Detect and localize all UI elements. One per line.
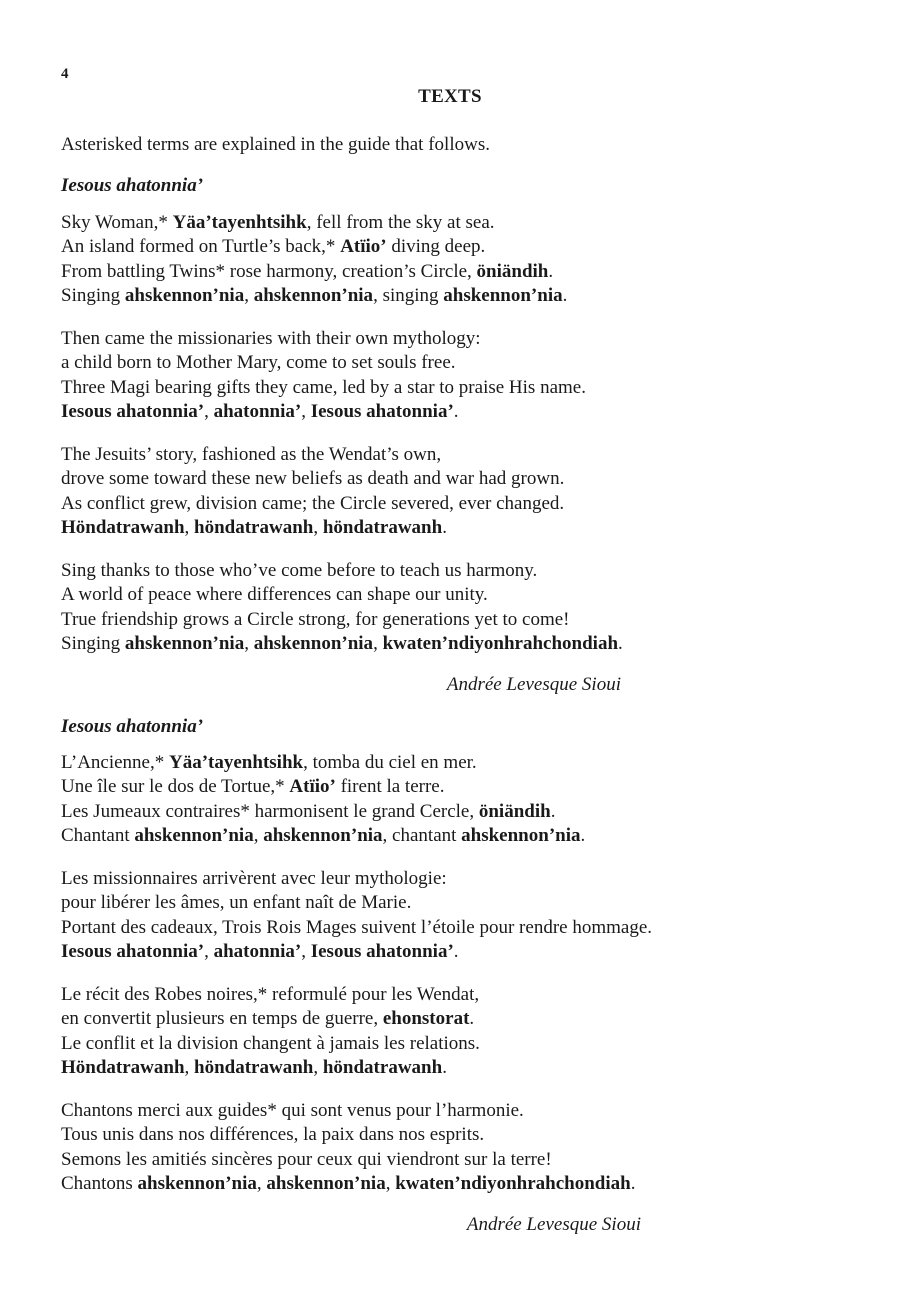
verse-text: , [253, 824, 264, 846]
wendat-term: höndatrawanh [322, 516, 443, 538]
verse-line [61, 867, 652, 891]
verse-line [61, 1123, 635, 1147]
verse-text: a child born to Mother Mary, come to set souls free. [61, 352, 456, 374]
verse-text: , [313, 1056, 323, 1078]
verse-text: , [256, 1172, 267, 1194]
verse-text: Tous unis dans nos différences, la paix dans nos esprits. [61, 1124, 485, 1146]
wendat-term: Höndatrawanh [61, 516, 185, 538]
verse-line [61, 327, 586, 351]
wendat-term: kwaten’ndiyonhrahchondiah [395, 1172, 631, 1194]
wendat-term: ahskennon’nia [443, 284, 563, 306]
verse-line [61, 400, 586, 424]
verse-text: . [562, 284, 568, 306]
verse-text: . [630, 1172, 636, 1194]
wendat-term: ahskennon’nia [124, 632, 245, 654]
wendat-term: Iesous ahatonnia’ [61, 400, 205, 422]
verse-text: . [618, 632, 623, 654]
english-stanza-4 [61, 559, 623, 656]
verse-text: Sky Woman,* [61, 212, 173, 233]
wendat-term: ahatonnia’ [213, 400, 302, 422]
verse-text: , [244, 632, 254, 654]
verse-line [61, 284, 567, 308]
verse-line [61, 940, 652, 964]
verse-text: The Jesuits’ story, fashioned as the Wendat’s own, [61, 444, 442, 465]
verse-text: Singing [61, 632, 125, 654]
wendat-term: Iesous ahatonnia’ [310, 940, 454, 962]
page-heading: TEXTS [418, 86, 482, 107]
verse-text: , tomba du ciel en mer. [303, 752, 477, 773]
wendat-term: Yäa’tayenhtsihk [172, 212, 307, 233]
wendat-term: ahskennon’nia [263, 824, 383, 846]
verse-text: Les Jumeaux contraires* harmonisent le grand Cercle, [61, 800, 479, 822]
verse-text: pour libérer les âmes, un enfant naît de Marie. [61, 892, 412, 914]
verse-text: Three Magi bearing gifts they came, led by a star to praise His name. [61, 376, 586, 398]
french-signature: Andrée Levesque Sioui [466, 1214, 641, 1235]
wendat-term: Höndatrawanh [61, 1056, 185, 1078]
english-stanza-3 [61, 443, 564, 540]
verse-text: . [580, 824, 586, 846]
verse-line [61, 1172, 635, 1196]
verse-line [61, 376, 586, 400]
verse-text: Les missionnaires arrivèrent avec leur mythologie: [61, 868, 447, 889]
verse-text: diving deep. [386, 236, 486, 258]
wendat-term: ahskennon’nia [137, 1172, 257, 1194]
verse-text: , [313, 516, 323, 538]
verse-text: True friendship grows a Circle strong, for generations yet to come! [61, 608, 570, 630]
french-song-title: Iesous ahatonnia’ [61, 716, 204, 737]
verse-text: , [385, 1172, 396, 1194]
verse-line [61, 1099, 635, 1123]
verse-text: , singing [373, 284, 444, 306]
wendat-term: höndatrawanh [194, 516, 314, 538]
verse-text: Chantant [61, 824, 135, 846]
wendat-term: ahskennon’nia [134, 824, 254, 846]
wendat-term: öniändih [476, 260, 549, 282]
wendat-term: ahskennon’nia [266, 1172, 386, 1194]
verse-text: , [301, 940, 311, 962]
english-stanza-1 [61, 211, 567, 308]
verse-line [61, 1056, 480, 1080]
verse-line [61, 351, 586, 375]
verse-text: L’Ancienne,* [61, 752, 169, 773]
verse-line [61, 800, 585, 824]
verse-text: , [204, 400, 214, 422]
verse-text: Le récit des Robes noires,* reformulé pour les Wendat, [61, 984, 480, 1005]
english-song-title: Iesous ahatonnia’ [61, 175, 204, 196]
verse-text: en convertit plusieurs en temps de guerre, [61, 1008, 383, 1030]
verse-text: , [184, 516, 195, 538]
verse-line [61, 516, 564, 540]
verse-text: From battling Twins* rose harmony, creation’s Circle, [61, 260, 477, 282]
wendat-term: höndatrawanh [194, 1056, 314, 1078]
verse-text: . [548, 260, 554, 282]
verse-text: firent la terre. [335, 776, 445, 798]
verse-line [61, 211, 567, 235]
verse-line [61, 891, 652, 915]
verse-text: , [184, 1056, 195, 1078]
verse-text: Sing thanks to those who’ve come before to teach us harmony. [61, 560, 538, 581]
verse-text: , [204, 940, 214, 962]
verse-text: A world of peace where differences can shape our unity. [61, 584, 488, 606]
verse-text: . [453, 940, 459, 962]
verse-line [61, 824, 585, 848]
wendat-term: Iesous ahatonnia’ [61, 940, 205, 962]
verse-text: Le conflit et la division changent à jamais les relations. [61, 1032, 480, 1054]
wendat-term: Atïio’ [340, 236, 387, 258]
verse-line [61, 983, 480, 1007]
verse-line [61, 559, 623, 583]
verse-line [61, 492, 564, 516]
verse-line [61, 775, 585, 799]
verse-text: An island formed on Turtle’s back,* [61, 236, 341, 258]
french-stanza-4 [61, 1099, 635, 1196]
english-signature: Andrée Levesque Sioui [446, 674, 621, 695]
wendat-term: ahskennon’nia [253, 632, 374, 654]
verse-text: , [301, 400, 311, 422]
verse-text: Chantons merci aux guides* qui sont venus pour l’harmonie. [61, 1100, 524, 1121]
verse-line [61, 751, 585, 775]
verse-text: Portant des cadeaux, Trois Rois Mages suivent l’étoile pour rendre hommage. [61, 916, 653, 938]
french-stanza-2 [61, 867, 652, 964]
wendat-term: Yäa’tayenhtsihk [169, 752, 304, 773]
wendat-term: ahatonnia’ [213, 940, 302, 962]
verse-text: . [453, 400, 459, 422]
verse-line [61, 443, 564, 467]
verse-text: . [442, 516, 447, 538]
verse-text: Then came the missionaries with their own mythology: [61, 328, 481, 349]
verse-line [61, 608, 623, 632]
page-number: 4 [61, 66, 69, 82]
verse-text: drove some toward these new beliefs as death and war had grown. [61, 468, 565, 490]
wendat-term: Iesous ahatonnia’ [310, 400, 454, 422]
wendat-term: ahskennon’nia [461, 824, 581, 846]
verse-line [61, 1007, 480, 1031]
verse-text: , fell from the sky at sea. [306, 212, 495, 233]
verse-line [61, 467, 564, 491]
verse-line [61, 916, 652, 940]
verse-line [61, 632, 623, 656]
wendat-term: ahskennon’nia [124, 284, 245, 306]
verse-line [61, 1148, 635, 1172]
wendat-term: kwaten’ndiyonhrahchondiah [382, 632, 619, 654]
verse-line [61, 235, 567, 259]
verse-text: . [442, 1056, 447, 1078]
verse-text: , [244, 284, 254, 306]
verse-text: Chantons [61, 1172, 138, 1194]
wendat-term: ahskennon’nia [253, 284, 374, 306]
verse-text: . [550, 800, 556, 822]
english-stanza-2 [61, 327, 586, 424]
verse-line [61, 260, 567, 284]
french-stanza-1 [61, 751, 585, 848]
verse-text: , chantant [382, 824, 462, 846]
french-stanza-3 [61, 983, 480, 1080]
wendat-term: höndatrawanh [322, 1056, 443, 1078]
verse-text: Semons les amitiés sincères pour ceux qui viendront sur la terre! [61, 1148, 552, 1170]
wendat-term: Atïio’ [289, 776, 336, 798]
verse-text: . [469, 1008, 475, 1030]
verse-text: , [373, 632, 383, 654]
verse-text: As conflict grew, division came; the Circle severed, ever changed. [61, 492, 565, 514]
intro-paragraph: Asterisked terms are explained in the guide that follows. [61, 134, 490, 155]
verse-text: Une île sur le dos de Tortue,* [61, 776, 290, 798]
wendat-term: öniändih [478, 800, 551, 822]
verse-line [61, 1032, 480, 1056]
verse-line [61, 583, 623, 607]
wendat-term: ehonstorat [382, 1008, 470, 1030]
verse-text: Singing [61, 284, 125, 306]
